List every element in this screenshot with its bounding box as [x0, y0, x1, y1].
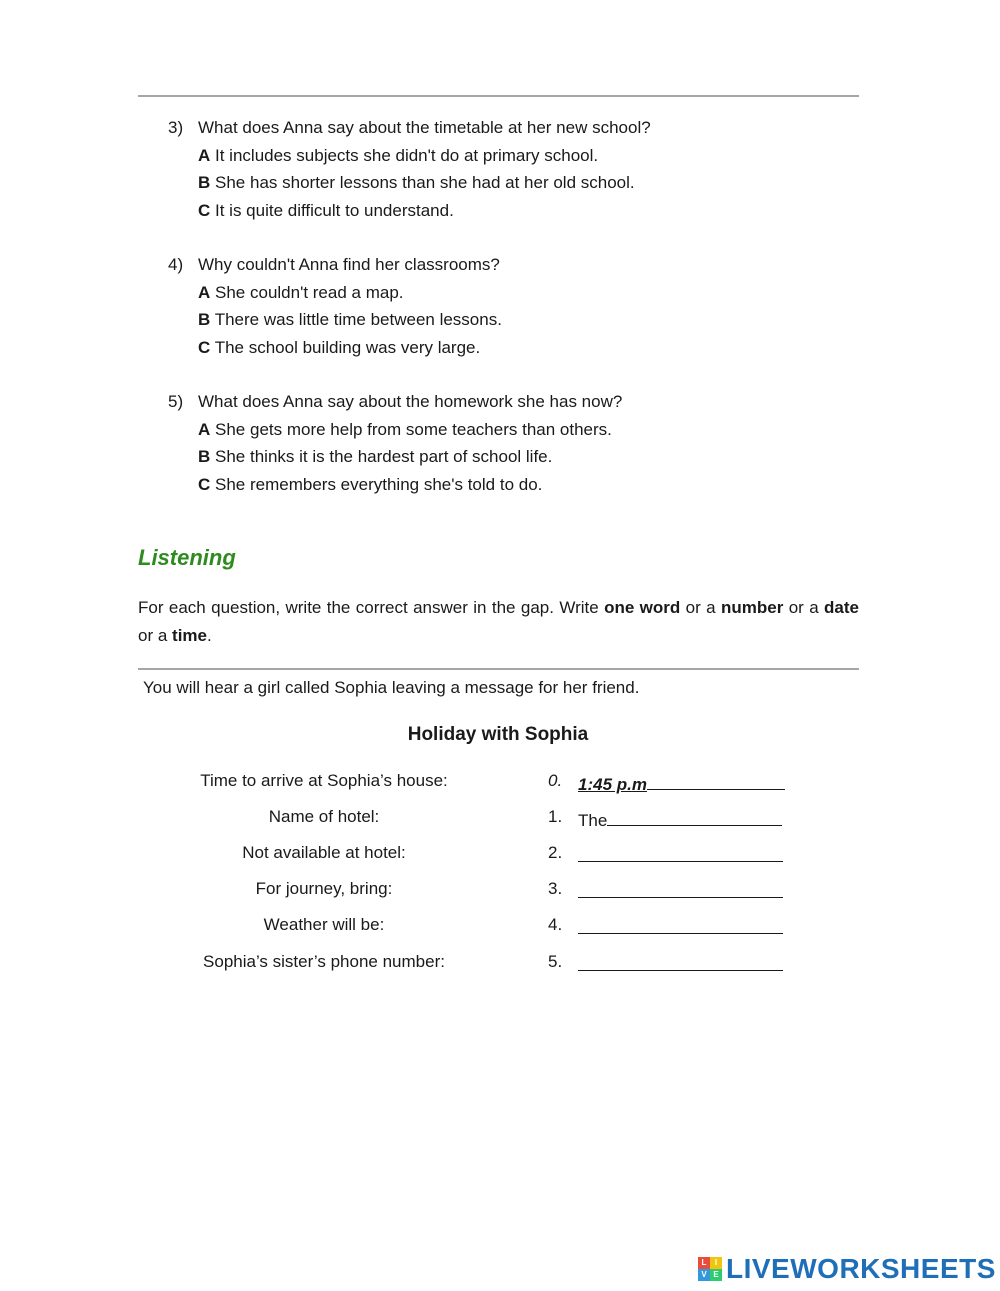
question-number: 3) [168, 118, 184, 137]
row-label: Time to arrive at Sophia’s house: [200, 771, 448, 790]
example-answer [578, 771, 785, 795]
answer-row-1 [0, 807, 1000, 837]
answer-row-example [0, 771, 1000, 801]
intro-text: You will hear a girl called Sophia leaving a message for her friend. [143, 678, 640, 697]
answer-gap-3[interactable] [578, 879, 783, 903]
row-number: 5. [548, 952, 563, 971]
row-number: 3. [548, 879, 563, 898]
question-number: 4) [168, 255, 184, 274]
option-text: The school building was very large. [214, 337, 481, 357]
answer-gap-1[interactable] [578, 807, 782, 831]
question-5 [168, 388, 622, 498]
option-b[interactable] [168, 443, 622, 471]
instructions-bold: date [824, 598, 859, 617]
option-text: She gets more help from some teachers than others. [215, 419, 612, 439]
option-text: It includes subjects she didn't do at primary school. [215, 145, 599, 165]
option-a[interactable] [168, 279, 502, 307]
row-number: 2. [548, 843, 563, 862]
answer-row-2 [0, 843, 1000, 873]
question-text: What does Anna say about the homework she has now? [198, 392, 623, 411]
answer-gap-2[interactable] [578, 843, 783, 867]
option-letter: B [198, 173, 211, 192]
top-divider [138, 95, 859, 97]
option-letter: A [198, 282, 211, 302]
option-letter: A [198, 419, 211, 439]
answer-row-3 [0, 879, 1000, 909]
option-text: There was little time between lessons. [214, 310, 502, 329]
instructions-text: . [207, 625, 212, 645]
instructions [138, 594, 859, 649]
answer-prefix: The [578, 811, 608, 830]
row-number: 4. [548, 915, 563, 934]
logo-letter: L [698, 1257, 710, 1269]
row-number: 1. [548, 807, 563, 826]
option-letter: C [198, 337, 211, 357]
row-label: Sophia’s sister’s phone number: [203, 952, 445, 971]
option-text: She thinks it is the hardest part of school life. [215, 447, 553, 466]
row-label: For journey, bring: [255, 879, 393, 898]
instructions-text: or a [680, 598, 721, 617]
option-c[interactable] [168, 471, 622, 499]
row-label: Name of hotel: [268, 807, 380, 826]
option-text: She remembers everything she's told to do. [215, 474, 543, 494]
section-title-listening: Listening [138, 545, 236, 570]
question-text: What does Anna say about the timetable at her new school? [198, 118, 651, 137]
option-text: It is quite difficult to understand. [215, 200, 454, 220]
option-letter: B [198, 447, 211, 466]
option-letter: A [198, 145, 211, 165]
logo-text: LIVEWORKSHEETS [726, 1253, 996, 1284]
option-letter: C [198, 474, 211, 494]
example-answer-value: 1:45 p.m [578, 775, 647, 794]
logo-icon [698, 1257, 722, 1281]
question-number: 5) [168, 392, 184, 411]
option-a[interactable] [168, 142, 651, 170]
instructions-bold: number [720, 598, 784, 617]
answer-row-5 [0, 952, 1000, 982]
answer-gap-4[interactable] [578, 915, 783, 939]
row-label: Not available at hotel: [242, 843, 406, 862]
option-a[interactable] [168, 416, 622, 444]
option-b[interactable] [168, 169, 651, 197]
section-divider [138, 668, 859, 670]
instructions-text: or a [138, 625, 173, 645]
task-title: Holiday with Sophia [407, 724, 589, 745]
option-letter: B [198, 310, 211, 329]
option-letter: C [198, 200, 211, 220]
instructions-bold: one word [604, 598, 681, 617]
option-c[interactable] [168, 197, 651, 225]
logo-letter: E [710, 1269, 722, 1281]
question-3 [168, 114, 651, 224]
instructions-bold: time [172, 625, 207, 645]
option-text: She has shorter lessons than she had at her old school. [215, 173, 635, 192]
answer-row-4 [0, 915, 1000, 945]
row-number: 0. [548, 771, 563, 790]
row-label: Weather will be: [263, 915, 385, 934]
instructions-text: For each question, write the correct answer in the gap. Write [138, 598, 605, 617]
answer-gap-5[interactable] [578, 952, 783, 976]
option-b[interactable] [168, 306, 502, 334]
logo-letter: I [710, 1257, 722, 1269]
question-4 [168, 251, 502, 361]
logo-letter: V [698, 1269, 710, 1281]
question-text: Why couldn't Anna find her classrooms? [198, 255, 500, 274]
option-c[interactable] [168, 334, 502, 362]
instructions-text: or a [783, 598, 825, 617]
option-text: She couldn't read a map. [215, 282, 404, 302]
liveworksheets-logo [698, 1253, 996, 1285]
